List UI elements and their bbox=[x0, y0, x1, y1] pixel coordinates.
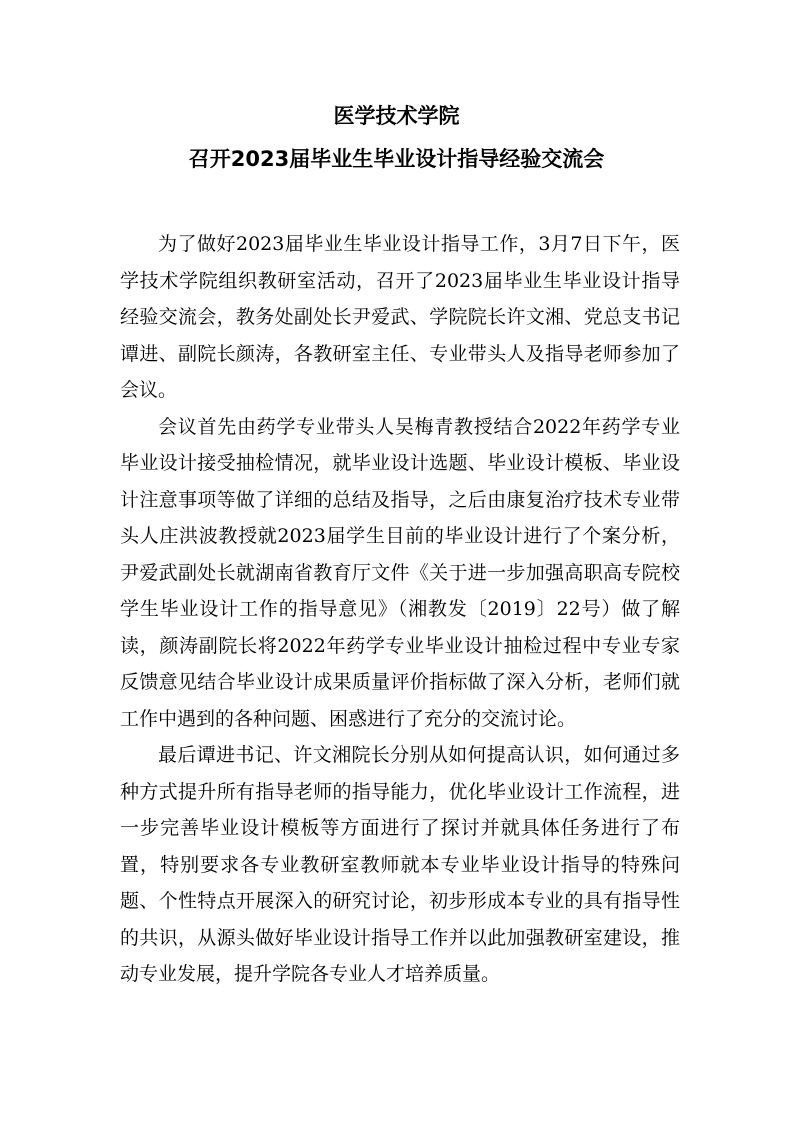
paragraph-2: 会议首先由药学专业带头人吴梅青教授结合2022年药学专业毕业设计接受抽检情况，就毕业设计选题、毕业设计模板、毕业设计注意事项等做了详细的总结及指导，之后由康复治疗技术专业带头人庄洪波教授就2023届学生目前的毕业设计进行了个案分析，尹爱武副处长就湖南省教育厅文件《关于进一步加强高职高专院校学生毕业设计工作的指导意见》（湘教发〔2019〕22号）做了解读，颜涛副院长将2022年药学专业毕业设计抽检过程中专业专家反馈意见结合毕业设计成果质量评价指标做了深入分析，老师们就工作中遇到的各种问题、困惑进行了充分的交流讨论。 bbox=[120, 415, 680, 730]
paragraph-1: 为了做好2023届毕业生毕业设计指导工作，3月7日下午，医学技术学院组织教研室活动，召开了2023届毕业生毕业设计指导经验交流会，教务处副处长尹爱武、学院院长许文湘、党总支书记谭进、副院长颜涛，各教研室主任、专业带头人及指导老师参加了会议。 bbox=[120, 233, 680, 401]
document-body bbox=[120, 226, 680, 993]
paragraph-3: 最后谭进书记、许文湘院长分别从如何提高认识，如何通过多种方式提升所有指导老师的指导能力，优化毕业设计工作流程，进一步完善毕业设计模板等方面进行了探讨并就具体任务进行了布置，特别要求各专业教研室教师就本专业毕业设计指导的特殊问题、个性特点开展深入的研究讨论，初步形成本专业的具有指导性的共识，从源头做好毕业设计指导工作并以此加强教研室建设，推动专业发展，提升学院各专业人才培养质量。 bbox=[120, 744, 680, 985]
document-title-line2: 召开2023届毕业生毕业设计指导经验交流会 bbox=[188, 147, 605, 171]
document-title-line1: 医学技术学院 bbox=[333, 104, 460, 128]
